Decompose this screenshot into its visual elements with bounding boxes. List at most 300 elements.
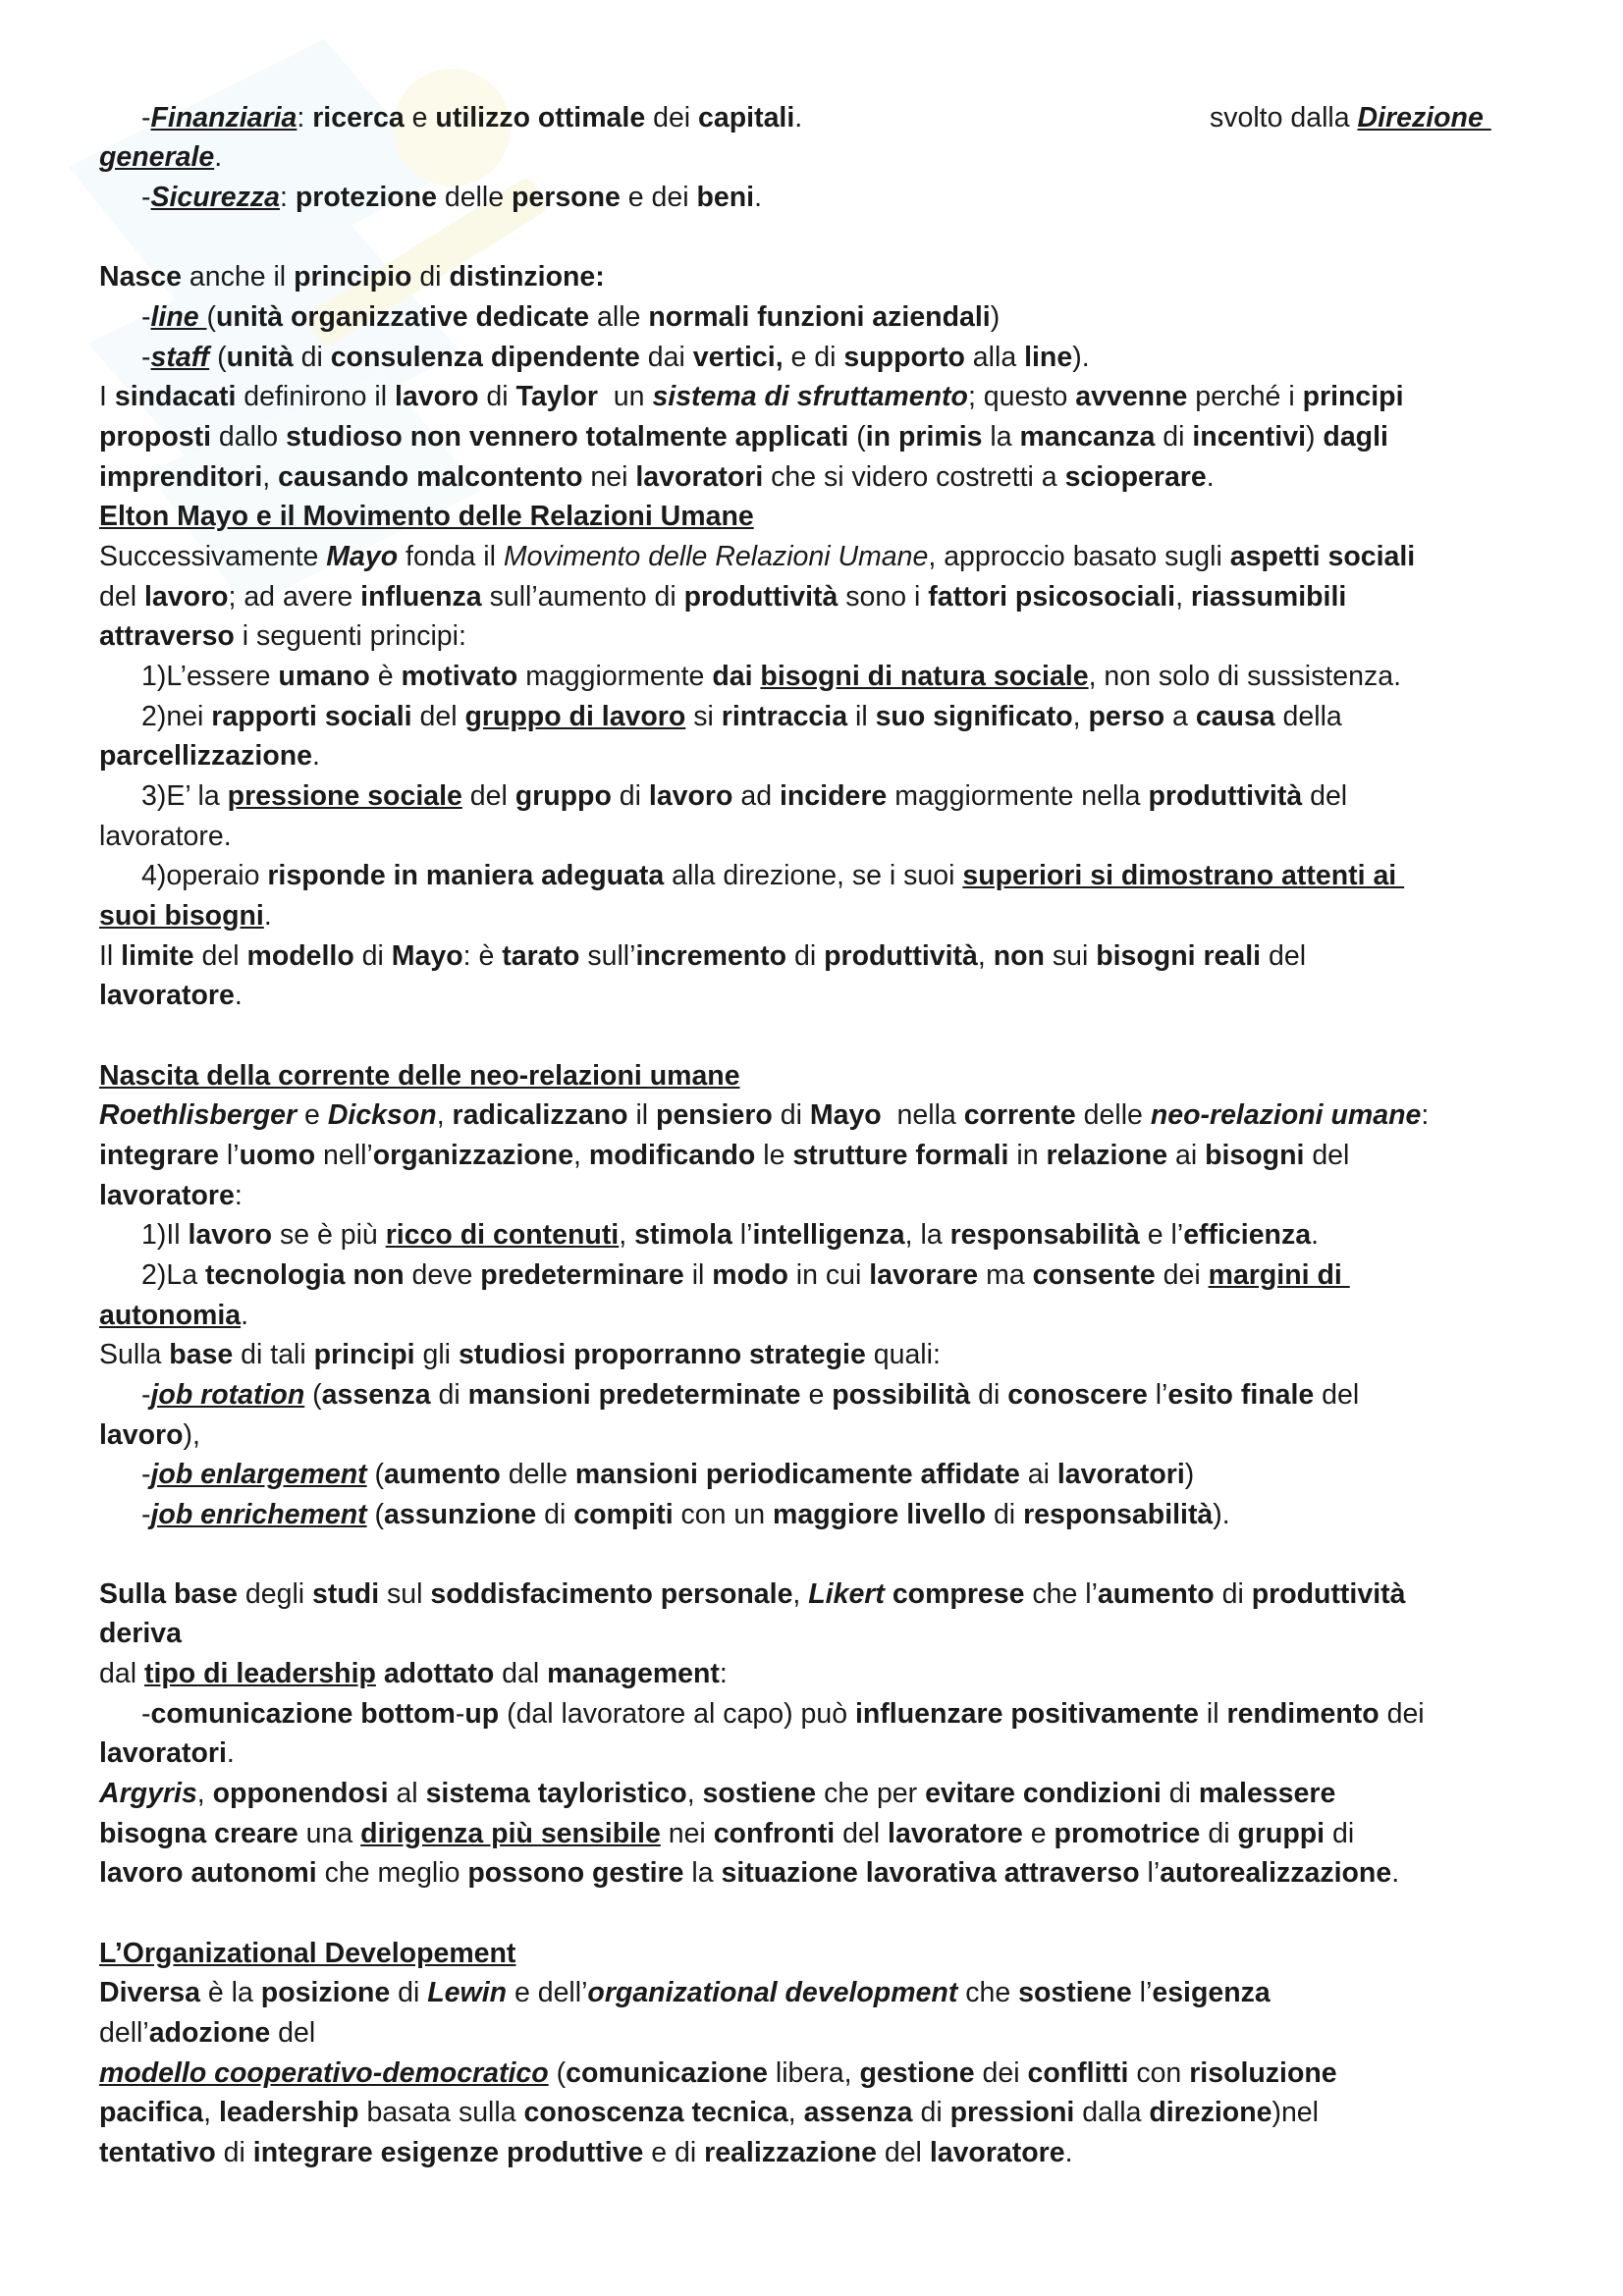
text-segment: fonda il	[398, 541, 504, 572]
text-segment: sistema tayloristico	[425, 1778, 687, 1809]
text-segment: bisogna creare	[99, 1818, 298, 1849]
text-segment: supporto	[843, 342, 965, 373]
text-segment: svolto dalla	[1210, 102, 1358, 133]
text-segment: persone	[511, 182, 621, 213]
text-segment: risoluzione	[1189, 2057, 1337, 2089]
text-segment: autorealizzazione	[1160, 1857, 1392, 1889]
text-line	[99, 1614, 1542, 1653]
text-segment: intelligenza	[752, 1219, 905, 1251]
text-segment: sull’	[579, 940, 636, 972]
text-segment: il	[847, 701, 876, 732]
text-segment: 4)operaio	[141, 860, 268, 891]
text-segment: mansioni predeterminate	[467, 1379, 801, 1411]
text-segment: ,	[787, 2097, 804, 2128]
text-segment: ).	[1213, 1499, 1230, 1530]
text-line	[99, 1774, 1542, 1813]
text-segment: uomo	[239, 1140, 316, 1171]
text-segment: lavoro	[99, 1419, 184, 1451]
text-segment: comunicazione	[566, 2057, 768, 2089]
text-segment: di	[772, 1099, 810, 1131]
text-segment: :	[234, 1180, 243, 1211]
text-segment: suoi bisogni	[99, 900, 264, 932]
text-segment: al	[388, 1778, 426, 1809]
text-segment: incidere	[779, 780, 888, 812]
text-line	[99, 537, 1542, 576]
text-segment: deve	[404, 1259, 481, 1291]
text-line	[99, 936, 1542, 976]
text-segment: 1)Il	[141, 1219, 189, 1251]
text-segment: comprese	[892, 1578, 1025, 1610]
text-segment: il	[683, 1259, 713, 1291]
text-segment: ai	[1167, 1140, 1206, 1171]
text-segment: lavoro	[143, 581, 229, 613]
text-segment: organizzazione	[372, 1140, 574, 1171]
text-segment: unità organizzative dedicate	[216, 301, 590, 333]
text-segment: causando malcontento	[278, 461, 583, 493]
text-segment: alla	[964, 342, 1025, 373]
text-segment: di	[430, 1379, 468, 1411]
text-segment: influenza	[360, 581, 482, 613]
text-segment: principi	[1302, 381, 1404, 412]
text-line	[99, 577, 1542, 616]
text-segment: nei	[582, 461, 636, 493]
text-segment	[885, 1578, 893, 1610]
text-segment: relazione	[1046, 1140, 1168, 1171]
text-line	[141, 338, 1585, 377]
text-segment: confronti	[713, 1818, 836, 1849]
text-segment: sui	[1044, 940, 1097, 972]
text-segment: umano	[278, 661, 370, 692]
text-segment: responsabilità	[1023, 1499, 1214, 1530]
text-segment: Mayo	[391, 940, 463, 972]
text-segment: .	[1391, 1857, 1400, 1889]
text-segment: dagli	[1323, 421, 1388, 453]
text-line	[99, 137, 1542, 177]
text-line	[141, 697, 1585, 736]
text-segment: studi	[312, 1578, 380, 1610]
text-segment: .	[234, 980, 243, 1011]
text-line	[99, 896, 1542, 935]
text-segment: conoscere	[1007, 1379, 1148, 1411]
text-segment: ,	[619, 1219, 635, 1251]
text-segment: ; ad avere	[228, 581, 361, 613]
text-segment: pacifica	[99, 2097, 204, 2128]
text-segment: che meglio	[316, 1857, 468, 1889]
text-segment: -	[141, 342, 151, 373]
text-segment: proposti	[99, 421, 211, 453]
text-segment: lavoro	[394, 381, 479, 412]
text-segment: integrare esigenze produttive	[252, 2137, 644, 2168]
text-segment: .	[241, 1300, 249, 1331]
text-line	[99, 1575, 1542, 1614]
text-line	[141, 657, 1585, 696]
text-segment: l’	[1139, 1857, 1161, 1889]
text-segment: :	[297, 102, 313, 133]
text-line	[99, 1415, 1542, 1455]
text-segment: del	[411, 701, 465, 732]
text-segment: job enrichement	[150, 1499, 367, 1530]
text-segment: .	[1064, 2137, 1073, 2168]
text-segment: di	[1325, 1818, 1355, 1849]
text-segment: imprenditori	[99, 461, 263, 493]
text-segment: è la	[200, 1977, 261, 2008]
text-segment: di	[536, 1499, 574, 1530]
text-segment: Taylor	[515, 381, 598, 412]
text-segment: responsabilità	[949, 1219, 1140, 1251]
text-segment: Diversa	[99, 1977, 200, 2008]
text-segment: di	[411, 261, 450, 293]
text-segment: :	[279, 182, 296, 213]
text-segment: possono gestire	[467, 1857, 684, 1889]
text-segment: dei	[645, 102, 699, 133]
text-segment: organizational development	[587, 1977, 958, 2008]
text-segment: tecnologia non	[204, 1259, 405, 1291]
text-segment: ,	[1072, 701, 1089, 732]
text-segment: 2)La	[141, 1259, 205, 1291]
text-segment: del	[1302, 780, 1348, 812]
text-segment: (	[548, 2057, 567, 2089]
text-segment: beni	[696, 182, 755, 213]
text-segment: gruppo di lavoro	[464, 701, 686, 732]
text-segment: di	[611, 780, 649, 812]
text-segment: lavoratori	[99, 1737, 227, 1769]
text-segment: utilizzo ottimale	[435, 102, 646, 133]
text-segment: con	[1128, 2057, 1190, 2089]
text-segment: promotrice	[1054, 1818, 1201, 1849]
text-segment: ,	[436, 1099, 453, 1131]
text-segment: line	[150, 301, 207, 333]
text-segment: , la	[904, 1219, 950, 1251]
text-segment: aumento	[1097, 1578, 1215, 1610]
text-segment: lavoratore.	[99, 821, 232, 852]
text-segment: Elton Mayo e il Movimento delle Relazioni Umane	[99, 501, 754, 532]
text-segment: di	[986, 1499, 1024, 1530]
text-segment: (	[366, 1459, 385, 1490]
text-segment: radicalizzano	[452, 1099, 628, 1131]
text-segment: lavoratore	[99, 1180, 235, 1211]
text-segment: e di	[783, 342, 844, 373]
text-segment: , approccio basato sugli	[928, 541, 1230, 572]
text-segment: delle	[500, 1459, 575, 1490]
text-segment: -	[141, 1499, 151, 1530]
text-segment: del	[99, 581, 144, 613]
text-segment: -	[455, 1698, 465, 1730]
text-segment: avvenne	[1075, 381, 1188, 412]
text-segment: efficienza	[1183, 1219, 1312, 1251]
text-segment: aumento	[384, 1459, 501, 1490]
text-segment: incremento	[635, 940, 787, 972]
text-segment: capitali	[698, 102, 795, 133]
text-segment: L’Organizational Developement	[99, 1938, 516, 1969]
text-segment: del	[1314, 1379, 1360, 1411]
text-segment: I	[99, 381, 115, 412]
text-segment: dalla	[1074, 2097, 1150, 2128]
text-line	[99, 1814, 1542, 1853]
text-segment: conoscenza tecnica	[523, 2097, 788, 2128]
text-segment: )	[1184, 1459, 1195, 1490]
text-segment: integrare	[99, 1140, 219, 1171]
text-segment: e	[297, 1099, 328, 1131]
text-segment: in primis	[865, 421, 983, 453]
text-segment: ; questo	[967, 381, 1076, 412]
text-line	[99, 377, 1542, 416]
text-segment: sul	[379, 1578, 431, 1610]
text-segment: l’	[1131, 1977, 1153, 2008]
text-segment: Nascita della corrente delle neo-relazioni umane	[99, 1060, 740, 1092]
text-line	[1210, 98, 1543, 137]
text-segment: libera,	[767, 2057, 860, 2089]
text-segment: Sulla	[99, 1339, 170, 1370]
text-segment: la	[982, 421, 1020, 453]
text-segment: riassumibili	[1190, 581, 1347, 613]
text-segment: attraverso	[99, 620, 235, 652]
text-segment: sostiene	[1018, 1977, 1132, 2008]
text-segment: alla direzione, se i suoi	[664, 860, 963, 891]
text-segment: assunzione	[384, 1499, 537, 1530]
text-segment: up	[464, 1698, 500, 1730]
text-segment: l’	[1147, 1379, 1168, 1411]
text-segment: l’	[218, 1140, 240, 1171]
text-segment: (	[848, 421, 866, 453]
text-segment: del	[876, 2137, 930, 2168]
text-line	[99, 2133, 1542, 2172]
text-segment: si	[685, 701, 722, 732]
text-line	[99, 457, 1542, 497]
text-segment: rintraccia	[721, 701, 848, 732]
text-line	[99, 417, 1542, 456]
text-segment: di	[786, 940, 825, 972]
text-segment: che l’	[1024, 1578, 1098, 1610]
text-segment: mansioni periodicamente affidate	[574, 1459, 1020, 1490]
text-segment: ,	[792, 1578, 809, 1610]
text-segment: limite	[121, 940, 194, 972]
text-segment: : è	[462, 940, 503, 972]
text-segment: in	[1008, 1140, 1047, 1171]
text-segment: ,	[686, 1778, 703, 1809]
text-segment: lavoro	[188, 1219, 273, 1251]
text-segment: Successivamente	[99, 541, 327, 572]
text-segment: che per	[816, 1778, 926, 1809]
text-segment: lavoro	[648, 780, 733, 812]
text-segment: Direzione	[1357, 102, 1491, 133]
text-segment: il	[1198, 1698, 1227, 1730]
text-segment: -	[141, 1379, 151, 1411]
text-segment: Lewin	[427, 1977, 508, 2008]
text-segment: autonomia	[99, 1300, 242, 1331]
text-segment: produttività	[1148, 780, 1303, 812]
text-segment: -	[141, 1459, 151, 1490]
text-line	[141, 178, 1585, 217]
text-segment: risponde in maniera adeguata	[267, 860, 665, 891]
text-segment: delle	[436, 182, 512, 213]
text-segment: Sulla base	[99, 1578, 238, 1610]
text-segment: ).	[1072, 342, 1090, 373]
text-segment: ,	[196, 1778, 213, 1809]
text-line	[99, 1934, 1542, 1973]
text-line	[141, 1215, 1585, 1255]
text-segment: lavoratori	[635, 461, 764, 493]
text-segment: principio	[294, 261, 412, 293]
text-segment: dallo	[211, 421, 287, 453]
text-segment: scioperare	[1064, 461, 1207, 493]
text-segment: dell’	[99, 2017, 149, 2049]
text-line	[99, 1056, 1542, 1095]
text-segment: produttività	[1251, 1578, 1406, 1610]
text-segment: maggiormente	[517, 661, 713, 692]
text-segment: .	[214, 141, 223, 173]
text-segment: soddisfacimento personale	[430, 1578, 793, 1610]
text-line	[99, 1654, 1542, 1693]
text-segment: (dal lavoratore al capo) può	[499, 1698, 855, 1730]
text-segment: fattori psicosociali	[928, 581, 1176, 613]
text-segment: i seguenti principi:	[234, 620, 466, 652]
text-segment: -	[141, 301, 151, 333]
text-segment: compiti	[573, 1499, 674, 1530]
text-segment: (	[304, 1379, 322, 1411]
text-segment: modificando	[588, 1140, 756, 1171]
text-segment: che si videro costretti a	[763, 461, 1065, 493]
text-segment: maggiormente nella	[887, 780, 1149, 812]
text-segment: direzione	[1149, 2097, 1272, 2128]
text-segment: Roethlisberger	[99, 1099, 298, 1131]
text-segment: Argyris	[99, 1778, 197, 1809]
text-segment: non	[993, 940, 1045, 972]
text-segment: -	[141, 182, 151, 213]
text-line	[141, 297, 1585, 337]
text-segment: Mayo	[809, 1099, 882, 1131]
text-segment: esito finale	[1167, 1379, 1315, 1411]
text-segment: di	[390, 1977, 428, 2008]
text-segment: .	[312, 740, 320, 772]
text-segment: dal	[99, 1658, 144, 1689]
text-segment: ,	[1175, 581, 1191, 613]
text-segment: del	[835, 1818, 889, 1849]
text-segment: management	[547, 1658, 720, 1689]
text-segment: e	[404, 102, 436, 133]
text-line	[99, 2093, 1542, 2132]
text-line	[141, 776, 1585, 816]
text-segment: ad	[732, 780, 780, 812]
text-segment: a	[1164, 701, 1196, 732]
text-segment: unità	[226, 342, 294, 373]
text-segment: di	[912, 2097, 950, 2128]
text-segment: opponendosi	[212, 1778, 389, 1809]
text-segment: lavorare	[869, 1259, 979, 1291]
text-segment: una	[298, 1818, 361, 1849]
text-segment: di	[1200, 1818, 1238, 1849]
text-segment: sostiene	[702, 1778, 817, 1809]
text-segment: bisogni reali	[1096, 940, 1262, 972]
text-segment: aspetti sociali	[1229, 541, 1416, 572]
text-line	[99, 2013, 1542, 2053]
text-segment: sono i	[838, 581, 929, 613]
text-segment: ,	[573, 1140, 589, 1171]
text-segment: adottato	[383, 1658, 495, 1689]
text-segment: di	[478, 381, 516, 412]
text-line	[99, 1176, 1542, 1215]
text-segment: pressioni	[949, 2097, 1075, 2128]
text-segment: .	[1311, 1219, 1319, 1251]
text-segment: -	[141, 1698, 151, 1730]
text-segment: tarato	[502, 940, 580, 972]
text-segment: vertici,	[692, 342, 784, 373]
text-segment: neo-relazioni umane	[1150, 1099, 1422, 1131]
text-line	[99, 976, 1542, 1015]
text-segment: suo significato	[875, 701, 1073, 732]
text-segment: studioso non vennero totalmente applicati	[286, 421, 849, 453]
text-line	[141, 1455, 1585, 1494]
text-segment: ai	[1019, 1459, 1057, 1490]
text-segment: che	[957, 1977, 1019, 2008]
text-segment: se è più	[272, 1219, 386, 1251]
text-segment: la	[683, 1857, 722, 1889]
text-segment: )	[1306, 421, 1324, 453]
text-segment: .	[754, 182, 763, 213]
text-segment: tentativo	[99, 2137, 216, 2168]
text-segment: leadership	[218, 2097, 359, 2128]
text-segment: modello	[246, 940, 354, 972]
text-segment: consulenza dipendente	[330, 342, 640, 373]
text-segment: :	[1421, 1099, 1430, 1131]
text-segment: della	[1274, 701, 1342, 732]
text-segment: pensiero	[656, 1099, 773, 1131]
text-segment: nei	[660, 1818, 714, 1849]
text-segment: di tali	[233, 1339, 314, 1370]
text-segment: causa	[1195, 701, 1275, 732]
text-segment: (	[209, 342, 227, 373]
text-segment: delle	[1075, 1099, 1151, 1131]
text-segment: incentivi	[1192, 421, 1306, 453]
text-segment: maggiore livello	[773, 1499, 987, 1530]
text-segment: le	[755, 1140, 793, 1171]
text-segment: assenza	[321, 1379, 431, 1411]
text-line	[99, 1136, 1542, 1175]
text-line	[99, 817, 1542, 856]
text-segment: pressione sociale	[227, 780, 462, 812]
text-segment: )	[990, 301, 1001, 333]
text-segment: protezione	[295, 182, 437, 213]
text-line	[99, 257, 1542, 296]
text-segment: superiori si dimostrano attenti ai	[962, 860, 1405, 891]
text-segment: principi	[313, 1339, 415, 1370]
text-segment: definirono il	[236, 381, 395, 412]
text-segment: bisogni	[1205, 1140, 1305, 1171]
text-segment: basata sulla	[358, 2097, 524, 2128]
text-segment: dal	[494, 1658, 548, 1689]
text-segment: è	[369, 661, 402, 692]
text-segment: rapporti sociali	[211, 701, 412, 732]
text-segment: (	[206, 301, 217, 333]
text-segment: gestione	[859, 2057, 975, 2089]
text-segment: .	[226, 1737, 235, 1769]
text-segment: :	[719, 1658, 728, 1689]
text-segment: quali:	[865, 1339, 941, 1370]
text-segment: nella	[881, 1099, 964, 1131]
text-segment: Likert	[808, 1578, 885, 1610]
text-line	[99, 1853, 1542, 1893]
text-segment: job enlargement	[150, 1459, 367, 1490]
text-line	[99, 1734, 1542, 1773]
text-line	[99, 1335, 1542, 1374]
text-segment: sull’aumento di	[481, 581, 684, 613]
text-segment: tipo di leadership	[143, 1658, 376, 1689]
text-segment: di	[970, 1379, 1008, 1411]
text-segment: ,	[203, 2097, 219, 2128]
text-segment: anche il	[181, 261, 295, 293]
text-segment: l’	[731, 1219, 753, 1251]
text-segment: consente	[1032, 1259, 1156, 1291]
text-segment: sindacati	[114, 381, 237, 412]
